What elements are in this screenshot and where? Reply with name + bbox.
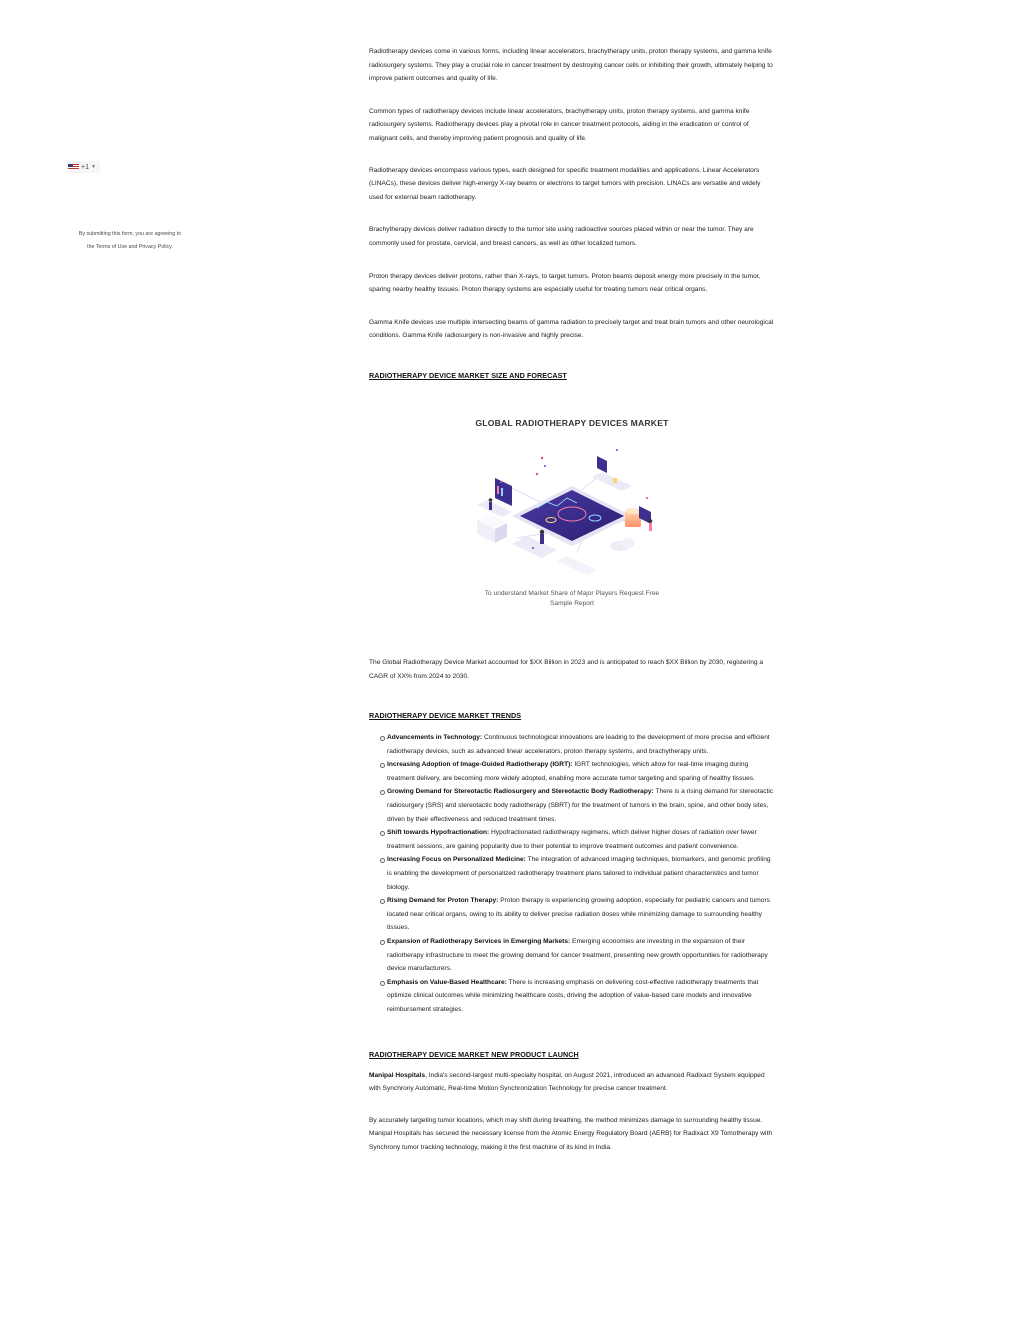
isometric-dashboard-illustration xyxy=(417,428,727,578)
launch-paragraph-1: Manipal Hospitals, India's second-largest multi-specialty hospital, on August 2021, introduced an advanced Radixact System equipped with Synchrony Automatic, Real-time Motion Synchronization Technology for precise cancer treatment. xyxy=(369,1071,765,1093)
market-figure[interactable] xyxy=(417,418,727,609)
figure-title: GLOBAL RADIOTHERAPY DEVICES MARKET xyxy=(475,417,669,428)
figure-caption[interactable] xyxy=(417,589,727,609)
size-forecast-heading[interactable]: RADIOTHERAPY DEVICE MARKET SIZE AND FORECAST xyxy=(369,370,567,380)
intro-paragraph-5: Proton therapy devices deliver protons, rather than X-rays, to target tumors. Proton beams deposit energy more precisely in the tumor, sparing nearby healthy tissues. Proton therapy systems are especially useful for treating tumors near critical organs. xyxy=(369,272,761,294)
article-body xyxy=(369,45,774,1155)
launch-paragraph-2: By accurately targeting tumor locations, which may shift during breathing, the method minimizes damage to surrounding healthy tissue. Manipal Hospitals has secured the necessary license from the Atomic Energy Regulatory Board (AERB) for Radixact X9 Tomotherapy with Synchrony tumor tracking technology, making it the first machine of its kind in India. xyxy=(369,1116,773,1151)
consent-line-1: By submitting this form, you are agreeing to xyxy=(78,231,182,237)
list-item: Expansion of Radiotherapy Services in Emerging Markets: Emerging economies are investing in the expansion of their radiotherapy infrastructure to meet the growing demand for cancer treatment, presenting new growth opportunities for radiotherapy device manufacturers. xyxy=(387,935,774,976)
country-code-select[interactable] xyxy=(66,161,100,173)
us-flag-icon xyxy=(68,164,79,170)
intro-paragraph-6: Gamma Knife devices use multiple intersecting beams of gamma radiation to precisely target and treat brain tumors and other neurological conditions. Gamma Knife radiosurgery is non-invasive and highly precise. xyxy=(369,318,774,340)
figure-caption-line-1: To understand Market Share of Major Players Request Free xyxy=(484,589,660,597)
hospital-name: Manipal Hospitals xyxy=(369,1071,426,1079)
list-item: Advancements in Technology: Continuous technological innovations are leading to the development of more precise and efficient radiotherapy devices, such as advanced linear accelerators, proton therapy systems, and brachytherapy units. xyxy=(387,731,774,758)
list-item: Increasing Focus on Personalized Medicine: The integration of advanced imaging techniques, biomarkers, and genomic profiling is enabling the development of personalized radiotherapy treatment plans tailored to individual patient characteristics and tumor biology. xyxy=(387,853,774,894)
market-size-paragraph: The Global Radiotherapy Device Market accounted for $XX Billion in 2023 and is anticipated to reach $XX Billion by 2030, registering a CAGR of XX% from 2024 to 2030. xyxy=(369,658,764,680)
intro-paragraph-4: Brachytherapy devices deliver radiation directly to the tumor site using radioactive sources placed within or near the tumor. They are commonly used for prostate, cervical, and breast cancers, as well as other localized tumors. xyxy=(369,226,754,247)
list-item: Increasing Adoption of Image-Guided Radiotherapy (IGRT): IGRT technologies, which allow for real-time imaging during treatment delivery, are becoming more widely adopted, enabling more accurate tumor targeting and sparing of healthy tissues. xyxy=(387,758,774,785)
chevron-down-icon: ▼ xyxy=(90,164,96,170)
list-item: Shift towards Hypofractionation: Hypofractionated radiotherapy regimens, which deliver higher doses of radiation over fewer treatment sessions, are gaining popularity due to their potential to improve treatment outcomes and patient convenience. xyxy=(387,826,774,853)
intro-paragraph-2: Common types of radiotherapy devices include linear accelerators, brachytherapy units, proton therapy systems, and gamma knife radiosurgery systems. Radiotherapy devices play a pivotal role in cancer treatment protocols, aiding in the eradication or control of malignant cells, and thereby improving patient prognosis and quality of life. xyxy=(369,107,750,142)
list-item: Rising Demand for Proton Therapy: Proton therapy is experiencing growing adoption, especially for pediatric cancers and tumors located near critical organs, owing to its ability to deliver precise radiation doses while minimizing damage to surrounding healthy tissues. xyxy=(387,894,774,935)
sidebar xyxy=(0,0,240,400)
trends-list xyxy=(369,731,774,1016)
trends-heading[interactable]: RADIOTHERAPY DEVICE MARKET TRENDS xyxy=(369,711,522,721)
intro-paragraph-3: Radiotherapy devices encompass various types, each designed for specific treatment modalities and applications. Linear Accelerators (LINACs), these devices deliver high-energy X-ray beams or electrons to target tumors with precision. LINACs are versatile and widely used for external beam radiotherapy. xyxy=(369,166,761,201)
intro-paragraph-1: Radiotherapy devices come in various forms, including linear accelerators, brachytherapy units, proton therapy systems, and gamma knife radiosurgery systems. They play a crucial role in cancer treatment by destroying cancer cells or inhibiting their growth, ultimately helping to improve patient outcomes and quality of life. xyxy=(369,48,773,83)
figure-caption-line-2: Sample Report xyxy=(550,599,594,607)
product-launch-heading[interactable]: RADIOTHERAPY DEVICE MARKET NEW PRODUCT LAUNCH xyxy=(369,1049,579,1059)
list-item: Emphasis on Value-Based Healthcare: There is increasing emphasis on delivering cost-effective radiotherapy treatments that optimize clinical outcomes while minimizing healthcare costs, driving the adoption of value-based care models and innovative reimbursement strategies. xyxy=(387,976,774,1017)
list-item: Growing Demand for Stereotactic Radiosurgery and Stereotactic Body Radiotherapy: There is a rising demand for stereotactic radiosurgery (SRS) and stereotactic body radiotherapy (SBRT) for the treatment of tumors in the brain, spine, and other body sites, driven by their effectiveness and reduced treatment times. xyxy=(387,785,774,826)
phone-code: +1 xyxy=(81,163,89,171)
consent-note xyxy=(68,228,192,254)
consent-line-2[interactable]: the Terms of Use and Privacy Policy. xyxy=(87,244,173,250)
